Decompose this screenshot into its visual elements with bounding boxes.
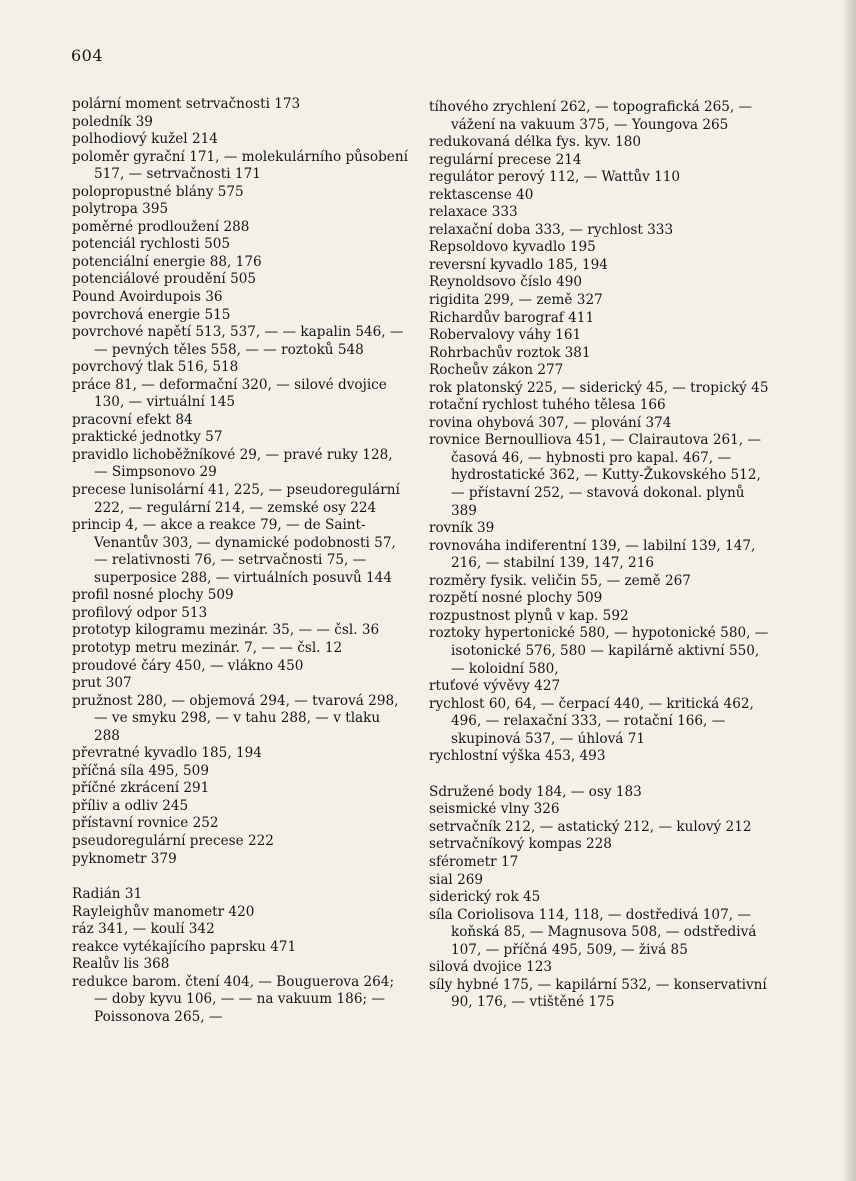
index-entry: silová dvojice 123 bbox=[429, 959, 553, 976]
index-entry: Reynoldsovo číslo 490 bbox=[429, 274, 583, 291]
index-entry: pravidlo lichoběžníkové 29, — pravé ruky 128, — Simpsonovo 29 bbox=[72, 446, 393, 481]
index-entry: regulární precese 214 bbox=[429, 151, 582, 168]
index-entry: rovník 39 bbox=[429, 520, 495, 537]
index-entry: Radián 31 bbox=[72, 886, 143, 903]
index-entry: relaxační doba 333, — rychlost 333 bbox=[429, 221, 674, 238]
index-entry: rozpustnost plynů v kap. 592 bbox=[429, 607, 629, 624]
index-entry: Repsoldovo kyvadlo 195 bbox=[429, 239, 596, 256]
index-entry: relaxace 333 bbox=[429, 204, 518, 221]
index-entry: polární moment setrvačnosti 173 bbox=[72, 96, 301, 112]
index-entry: proudové čáry 450, — vlákno 450 bbox=[72, 657, 304, 674]
index-entry: Robervalovy váhy 161 bbox=[429, 327, 582, 344]
index-entry: rychlostní výška 453, 493 bbox=[429, 748, 606, 765]
index-entry: profil nosné plochy 509 bbox=[72, 587, 234, 604]
index-entry: ráz 341, — koulí 342 bbox=[72, 921, 215, 938]
index-entry: regulátor perový 112, — Wattův 110 bbox=[429, 169, 681, 186]
index-entry: pracovní efekt 84 bbox=[72, 411, 193, 428]
index-entry: prut 307 bbox=[72, 675, 132, 692]
index-entry: seismické vlny 326 bbox=[429, 801, 560, 818]
index-entry: pseudoregulární precese 222 bbox=[72, 832, 274, 849]
index-entry: precese lunisolární 41, 225, — pseudoregulární 222, — regulární 214, — zemské osy 224 bbox=[72, 482, 400, 516]
index-entry: prototyp metru mezinár. 7, — — čsl. 12 bbox=[72, 639, 343, 656]
index-entry: rovnováha indiferentní 139, — labilní 139, 147, 216, — stabilní 139, 147, 216 bbox=[429, 537, 756, 572]
index-entry: redukce barom. čtení 404, — Bouguerova 264; — doby kyvu 106, — — na vakuum 186; — Poissonova 265, — bbox=[72, 973, 395, 1025]
index-entry: sférometr 17 bbox=[429, 853, 519, 870]
index-entry: polytropa 395 bbox=[72, 201, 169, 218]
index-entry: redukovaná délka fys. kyv. 180 bbox=[429, 134, 642, 151]
index-entry: poměrné prodloužení 288 bbox=[72, 218, 250, 235]
index-entry: povrchové napětí 513, 537, — — kapalin 546, — — pevných těles 558, — — roztoků 548 bbox=[72, 324, 404, 358]
index-entry: rovnice Bernoulliova 451, — Clairautova 261, — časová 46, — hybnosti pro kapal. 467, — hydrostatické 362, — Kutty-Žukovského 512, — přístavní 252, — stavová dokonal. plynů 389 bbox=[429, 432, 761, 519]
index-entry: potenciálové proudění 505 bbox=[72, 271, 257, 288]
index-entry: reversní kyvadlo 185, 194 bbox=[429, 256, 608, 273]
index-entry: rovina ohybová 307, — plování 374 bbox=[429, 414, 672, 431]
index-entry: rektascense 40 bbox=[429, 186, 534, 203]
index-entry: přístavní rovnice 252 bbox=[72, 815, 219, 832]
index-entry: polhodiový kužel 214 bbox=[72, 131, 218, 148]
index-entry: Rohrbachův roztok 381 bbox=[429, 344, 591, 361]
index-entry: Richardův barograf 411 bbox=[429, 309, 595, 326]
index-column-right bbox=[429, 99, 769, 1012]
index-entry: příčná síla 495, 509 bbox=[72, 762, 209, 779]
index-entry: rigidita 299, — země 327 bbox=[429, 292, 603, 309]
index-entry: Pound Avoirdupois 36 bbox=[72, 289, 223, 306]
index-entry: potenciální energie 88, 176 bbox=[72, 253, 262, 270]
index-entry: reakce vytékajícího paprsku 471 bbox=[72, 938, 297, 955]
index-entry: příčné zkrácení 291 bbox=[72, 780, 210, 797]
index-entry: poloměr gyrační 171, — molekulárního působení 517, — setrvačnosti 171 bbox=[72, 148, 408, 183]
index-entry: prototyp kilogramu mezinár. 35, — — čsl. 36 bbox=[72, 622, 380, 639]
index-entry: potenciál rychlosti 505 bbox=[72, 236, 231, 253]
index-entry: práce 81, — deformační 320, — silové dvojice 130, — virtuální 145 bbox=[72, 376, 387, 411]
index-entry: Rocheův zákon 277 bbox=[429, 362, 564, 379]
index-entry: rotační rychlost tuhého tělesa 166 bbox=[429, 397, 666, 414]
index-entry: síly hybné 175, — kapilární 532, — konservativní 90, 176, — vtištěné 175 bbox=[429, 976, 767, 1011]
index-entry: setrvačník 212, — astatický 212, — kulový 212 bbox=[429, 818, 752, 835]
index-entry: pyknometr 379 bbox=[72, 850, 177, 867]
index-entry: pružnost 280, — objemová 294, — tvarová 298, — ve smyku 298, — v tahu 288, — v tlaku 288 bbox=[72, 692, 399, 744]
index-entry: síla Coriolisova 114, 118, — dostředivá 107, — koňská 85, — Magnusova 508, — odstředivá 107, — příčná 495, 509, — živá 85 bbox=[429, 906, 757, 958]
index-entry: setrvačníkový kompas 228 bbox=[429, 836, 612, 853]
page-edge-shadow bbox=[842, 0, 856, 1181]
index-entry: princip 4, — akce a reakce 79, — de Saint-Venantův 303, — dynamické podobnosti 57, — relativnosti 76, — setrvačnosti 75, — superposice 288, — virtuálních posuvů 144 bbox=[72, 517, 396, 586]
index-entry: povrchová energie 515 bbox=[72, 306, 231, 323]
index-entry: roztoky hypertonické 580, — hypotonické 580, — isotonické 576, 580 — kapilárně aktivní 550, — koloidní 580, bbox=[429, 625, 769, 677]
index-entry: tíhového zrychlení 262, — topografická 265, — vážení na vakuum 375, — Youngova 265 bbox=[429, 99, 753, 133]
index-entry: rozpětí nosné plochy 509 bbox=[429, 590, 603, 607]
index-entry: Rayleighův manometr 420 bbox=[72, 903, 255, 920]
index-entry: praktické jednotky 57 bbox=[72, 429, 223, 446]
index-entry: profilový odpor 513 bbox=[72, 604, 208, 621]
index-entry: povrchový tlak 516, 518 bbox=[72, 359, 239, 376]
index-entry: převratné kyvadlo 185, 194 bbox=[72, 745, 262, 762]
index-entry: rozměry fysik. veličin 55, — země 267 bbox=[429, 572, 691, 589]
index-entry: Sdružené body 184, — osy 183 bbox=[429, 783, 642, 800]
index-entry: sial 269 bbox=[429, 871, 484, 888]
page-number: 604 bbox=[71, 46, 104, 65]
index-entry: příliv a odliv 245 bbox=[72, 797, 189, 814]
index-entry: rok platonský 225, — siderický 45, — tropický 45 bbox=[429, 379, 769, 396]
index-entry: rychlost 60, 64, — čerpací 440, — kritická 462, 496, — relaxační 333, — rotační 166, — skupinová 537, — úhlová 71 bbox=[429, 695, 754, 747]
index-entry: poledník 39 bbox=[72, 113, 153, 130]
index-entry: siderický rok 45 bbox=[429, 889, 541, 906]
index-column-left bbox=[72, 96, 410, 1026]
index-entry: polopropustné blány 575 bbox=[72, 183, 244, 200]
index-entry: Realův lis 368 bbox=[72, 956, 170, 973]
index-entry: rtuťové vývěvy 427 bbox=[429, 678, 561, 695]
